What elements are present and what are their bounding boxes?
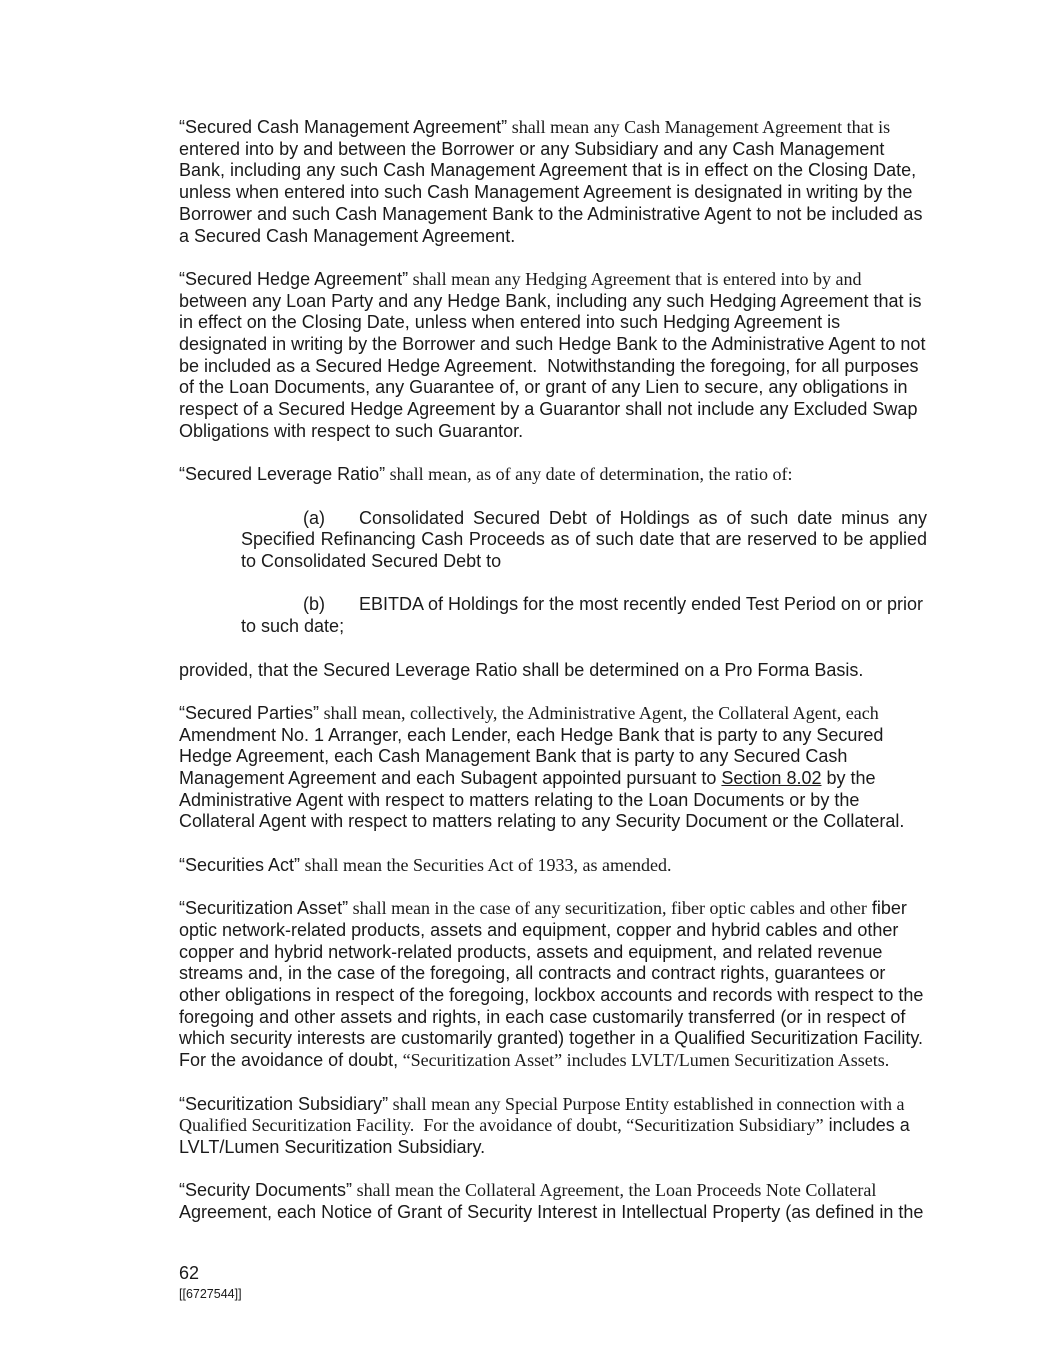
definition-securities-act xyxy=(179,855,927,877)
page-footer xyxy=(179,1262,242,1302)
definition-secured-cash-management-agreement xyxy=(179,117,927,247)
text-run: shall mean any Special Purpose Entity established in connection with a Qualified Securitization Facility. For the avoidance of doubt, “Securitization Subsidiary” xyxy=(179,1093,909,1136)
defined-term: “Secured Leverage Ratio” xyxy=(179,464,386,485)
definition-securitization-subsidiary xyxy=(179,1094,927,1159)
defined-term: “Securitization Subsidiary” xyxy=(179,1093,389,1114)
text-run: shall mean the Collateral Agreement, the Loan Proceeds Note Collateral xyxy=(352,1180,877,1201)
clause-b xyxy=(179,594,927,637)
definition-secured-hedge-agreement xyxy=(179,268,931,443)
defined-term: “Securities Act” xyxy=(179,854,301,875)
text-run: shall mean any Hedging Agreement that is entered into by and xyxy=(408,268,862,289)
text-run: provided, that the Secured Leverage Ratio shall be determined on a Pro Forma Basis. xyxy=(179,659,864,680)
clause-label: (a) xyxy=(303,507,325,528)
defined-term: “Security Documents” xyxy=(179,1180,353,1201)
text-run: Consolidated Secured Debt of Holdings as of such date minus any Specified Refinancing Cash Proceeds as of such date that are reserved to be applied to Consolidated Secured Debt to xyxy=(241,507,933,572)
text-run: includes a LVLT/Lumen Securitization Subsidiary. xyxy=(179,1115,915,1157)
text-run: Amendment No. 1 Arranger, each Lender, each Hedge Bank that is party to any Secured Hedge Agreement, each Cash Management Bank that is party to any Secured Cash Management Agreement and each Subagent appointed pursuant to xyxy=(179,702,889,788)
clause-a xyxy=(179,507,933,573)
text-run: shall mean in the case of any securitization, fiber optic cables and other xyxy=(348,898,867,919)
page-number: 62 xyxy=(179,1263,200,1283)
text-run: shall mean the Securities Act of 1933, as amended. xyxy=(300,854,672,875)
text-run: by the Administrative Agent with respect to matters relating to the Loan Documents or by the Collateral Agent with respect to matters relating to any Security Document or the Collateral. xyxy=(179,768,905,832)
proviso-secured-leverage-ratio xyxy=(179,660,927,682)
document-body xyxy=(179,117,934,1224)
text-run: shall mean, as of any date of determination, the ratio of: xyxy=(385,464,793,485)
doc-stamp: [[6727544]] xyxy=(179,1287,242,1301)
text-run: shall mean, collectively, the Administrative Agent, the Collateral Agent, each xyxy=(319,702,879,723)
text-run: shall mean any Cash Management Agreement that is xyxy=(507,117,891,137)
defined-term: “Securitization Asset” xyxy=(179,898,349,919)
defined-term: “Secured Hedge Agreement” xyxy=(179,268,409,289)
text-run: entered into by and between the Borrower or any Subsidiary and any Cash Management Bank, including any such Cash Management Agreement that is in effect on the Closing Date, unless when entered into such Cash Management Agreement is designated in writing by the Borrower and such Cash Management Bank to the Administrative Agent to not be included as a Secured Cash Management Agreement. xyxy=(179,117,928,246)
text-run: fiber optic network-related products, assets and equipment, copper and hybrid cables and other copper and hybrid network-related products, assets and equipment, and related revenue streams and, in the case of the foregoing, all contracts and contract rights, guarantees or other obligations in respect of the foregoing, lockbox accounts and records with respect to the foregoing and other assets and rights, in each case customarily transferred (or in respect of which security interests are customarily granted) together in a Qualified Securitization Facility. For the avoidance of doubt, xyxy=(179,898,934,1071)
section-reference: Section 8.02 xyxy=(721,768,822,788)
tab-spacer xyxy=(325,609,359,610)
definition-secured-parties xyxy=(179,703,927,833)
text-run: between any Loan Party and any Hedge Bank, including any such Hedging Agreement that is in effect on the Closing Date, unless when entered into such Hedging Agreement is designated in writing by the Borrower and such Hedge Bank to the Administrative Agent to not be included as a Secured Hedge Agreement. Notwithstanding the foregoing, for all purposes of the Loan Documents, any Guarantee of, or grant of any Lien to secure, any obligations in respect of a Secured Hedge Agreement by a Guarantor shall not include any Excluded Swap Obligations with respect to such Guarantor. xyxy=(179,268,931,441)
defined-term: “Secured Cash Management Agreement” xyxy=(179,117,508,137)
definition-security-documents xyxy=(179,1180,927,1223)
defined-term: “Secured Parties” xyxy=(179,702,320,723)
tab-spacer xyxy=(325,523,359,524)
text-run: EBITDA of Holdings for the most recently ended Test Period on or prior to such date; xyxy=(241,594,928,637)
text-run: “Securitization Asset” includes LVLT/Lumen Securitization Assets. xyxy=(398,1050,890,1071)
clause-label: (b) xyxy=(303,594,325,615)
definition-secured-leverage-ratio xyxy=(179,464,927,486)
definition-securitization-asset xyxy=(179,898,934,1072)
text-run: Agreement, each Notice of Grant of Security Interest in Intellectual Property (as defined in the xyxy=(179,1180,924,1222)
